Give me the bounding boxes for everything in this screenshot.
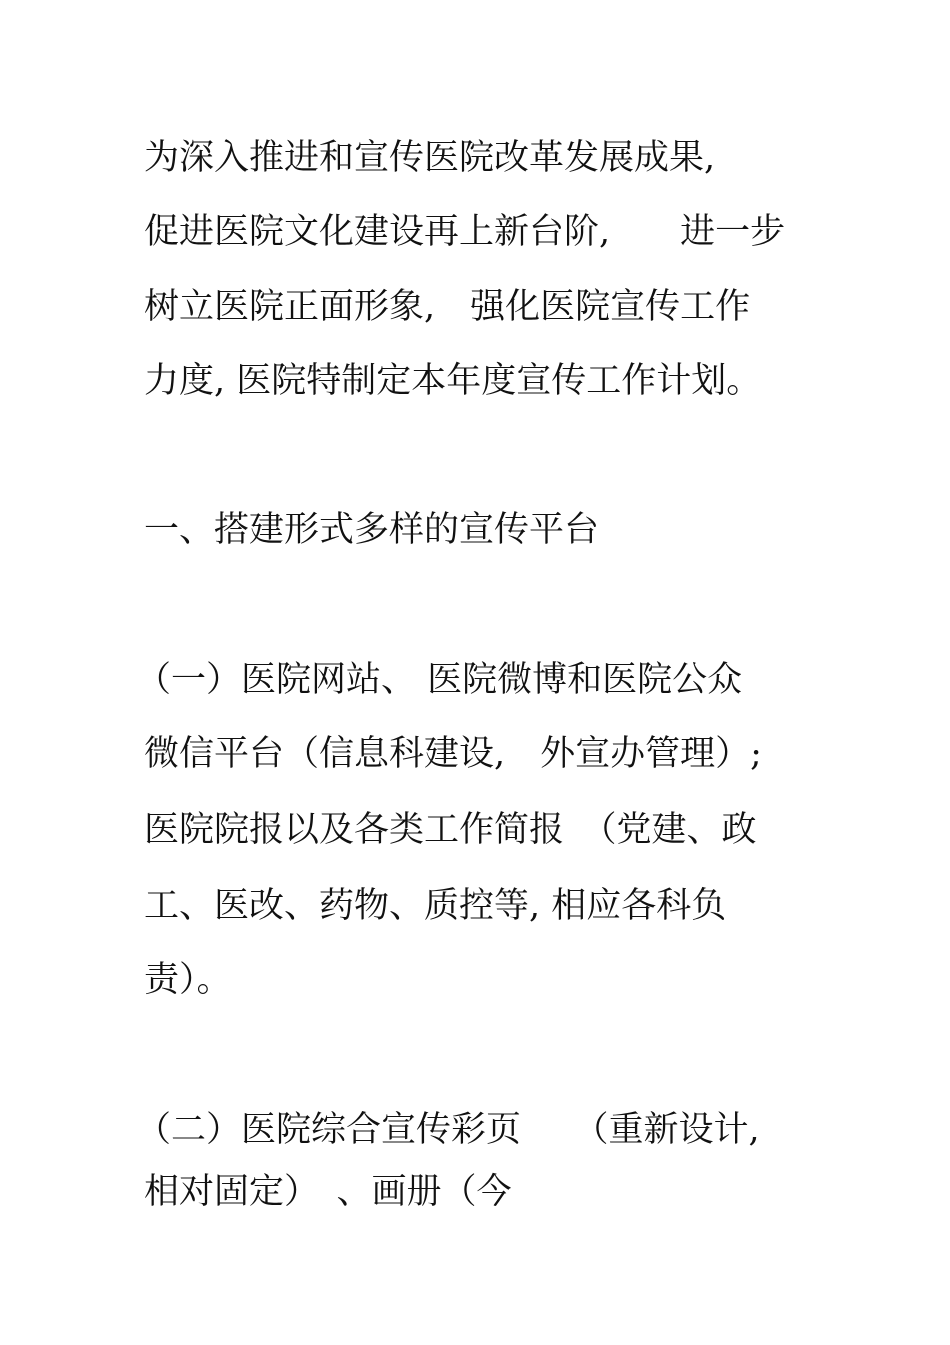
section-heading: 一、搭建形式多样的宣传平台 [144, 510, 600, 550]
item1-line-4: 工、医改、药物、质控等, 相应各科负 [144, 886, 727, 926]
item2-line-2: 相对固定） 、画册（今 [144, 1172, 512, 1212]
item1-line-3: 医院院报以及各类工作简报 （党建、政 [144, 810, 757, 850]
intro-line-1: 为深入推进和宣传医院改革发展成果, [144, 138, 716, 178]
item1-line-2: 微信平台（信息科建设, 外宣办管理）; [144, 734, 762, 774]
intro-line-2: 促进医院文化建设再上新台阶, 进一步 [144, 212, 786, 252]
item1-line-1: （一）医院网站、 医院微博和医院公众 [136, 660, 743, 700]
intro-line-3: 树立医院正面形象, 强化医院宣传工作 [144, 287, 751, 327]
item2-line-1: （二）医院综合宣传彩页 （重新设计, [136, 1110, 760, 1150]
intro-line-4: 力度, 医院特制定本年度宣传工作计划。 [144, 361, 762, 401]
item1-line-5: 责）。 [144, 960, 232, 1000]
